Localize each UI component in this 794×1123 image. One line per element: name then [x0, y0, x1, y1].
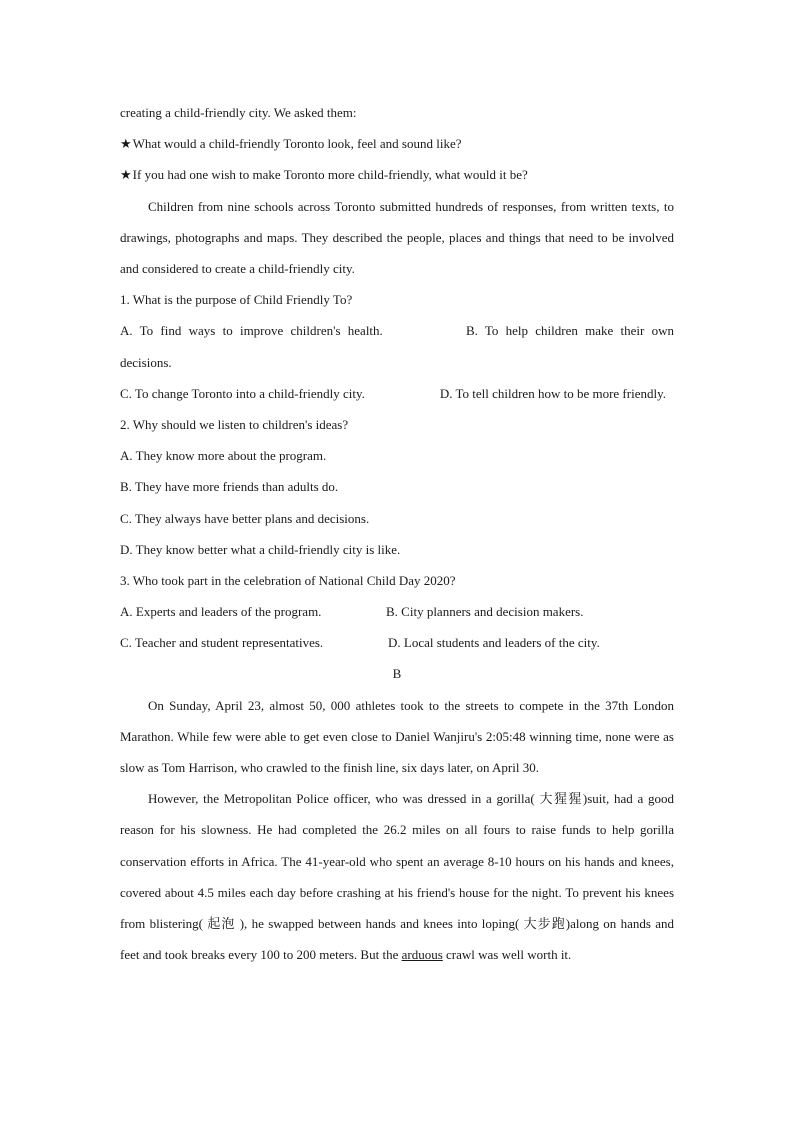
question-1-stem: 1. What is the purpose of Child Friendly To? [120, 292, 353, 308]
intro-line: creating a child-friendly city. We asked them: [120, 105, 357, 120]
survey-question-text: What would a child-friendly Toronto look, feel and sound like? [132, 136, 462, 152]
question-1-options-cd [120, 378, 674, 409]
section-heading: B [392, 666, 402, 682]
survey-question-1 [120, 128, 674, 159]
section-b-paragraph-2 [120, 783, 674, 970]
option-b-continued: decisions. [120, 354, 172, 370]
option-a[interactable]: A. Experts and leaders of the program. [120, 604, 322, 620]
option-c[interactable]: C. They always have better plans and decisions. [120, 510, 370, 526]
option-c[interactable]: C. Teacher and student representatives. [120, 635, 324, 651]
survey-question-text: If you had one wish to make Toronto more child-friendly, what would it be? [132, 167, 528, 183]
question-2-stem: 2. Why should we listen to children's ideas? [120, 416, 349, 432]
underlined-word: arduous [401, 947, 443, 963]
option-d[interactable]: D. They know better what a child-friendly city is like. [120, 541, 401, 557]
question-3-stem: 3. Who took part in the celebration of National Child Day 2020? [120, 572, 456, 588]
passage-a-paragraph: Children from nine schools across Toronto submitted hundreds of responses, from written texts, to drawings, photographs and maps. They described the people, places and things that need to be involved and considered to create a child-friendly city. [120, 198, 674, 276]
option-a[interactable]: A. To find ways to improve children's health. [120, 323, 383, 339]
question-3-options-cd [120, 627, 674, 658]
option-a[interactable]: A. They know more about the program. [120, 448, 327, 464]
option-d[interactable]: D. Local students and leaders of the city. [388, 635, 600, 651]
option-b[interactable]: B. City planners and decision makers. [386, 604, 584, 620]
question-3-options-ab [120, 596, 674, 627]
paragraph-text: However, the Metropolitan Police officer, who was dressed in a gorilla( 大猩猩)suit, had a good reason for his slowness. He had completed the 26.2 miles on all fours to raise funds to help gorilla conservation efforts in Africa. The 41-year-old who spent an average 8-10 hours on his hands and knees, covered about 4.5 miles each day before crashing at his friend's house for the night. To prevent his knees from blistering( 起泡 ), he swapped between hands and knees into loping( 大步跑)along on hands and feet and took breaks every 100 to 200 meters. But the [120, 791, 674, 963]
star-icon: ★ [120, 167, 132, 183]
option-d[interactable]: D. To tell children how to be more friendly. [439, 385, 666, 401]
paragraph-text: crawl was well worth it. [442, 947, 572, 963]
option-c[interactable]: C. To change Toronto into a child-friendly city. [120, 385, 365, 401]
question-1-options-ab [120, 315, 674, 377]
option-b[interactable]: B. To help children make their own [465, 323, 674, 339]
survey-question-2 [120, 159, 674, 190]
section-b-paragraph-1: On Sunday, April 23, almost 50, 000 athletes took to the streets to compete in the 37th London Marathon. While few were able to get even close to Daniel Wanjiru's 2:05:48 winning time, none were as slow as Tom Harrison, who crawled to the finish line, six days later, on April 30. [120, 697, 674, 776]
star-icon: ★ [120, 136, 132, 152]
option-b[interactable]: B. They have more friends than adults do. [120, 479, 339, 495]
document-page [120, 97, 674, 970]
